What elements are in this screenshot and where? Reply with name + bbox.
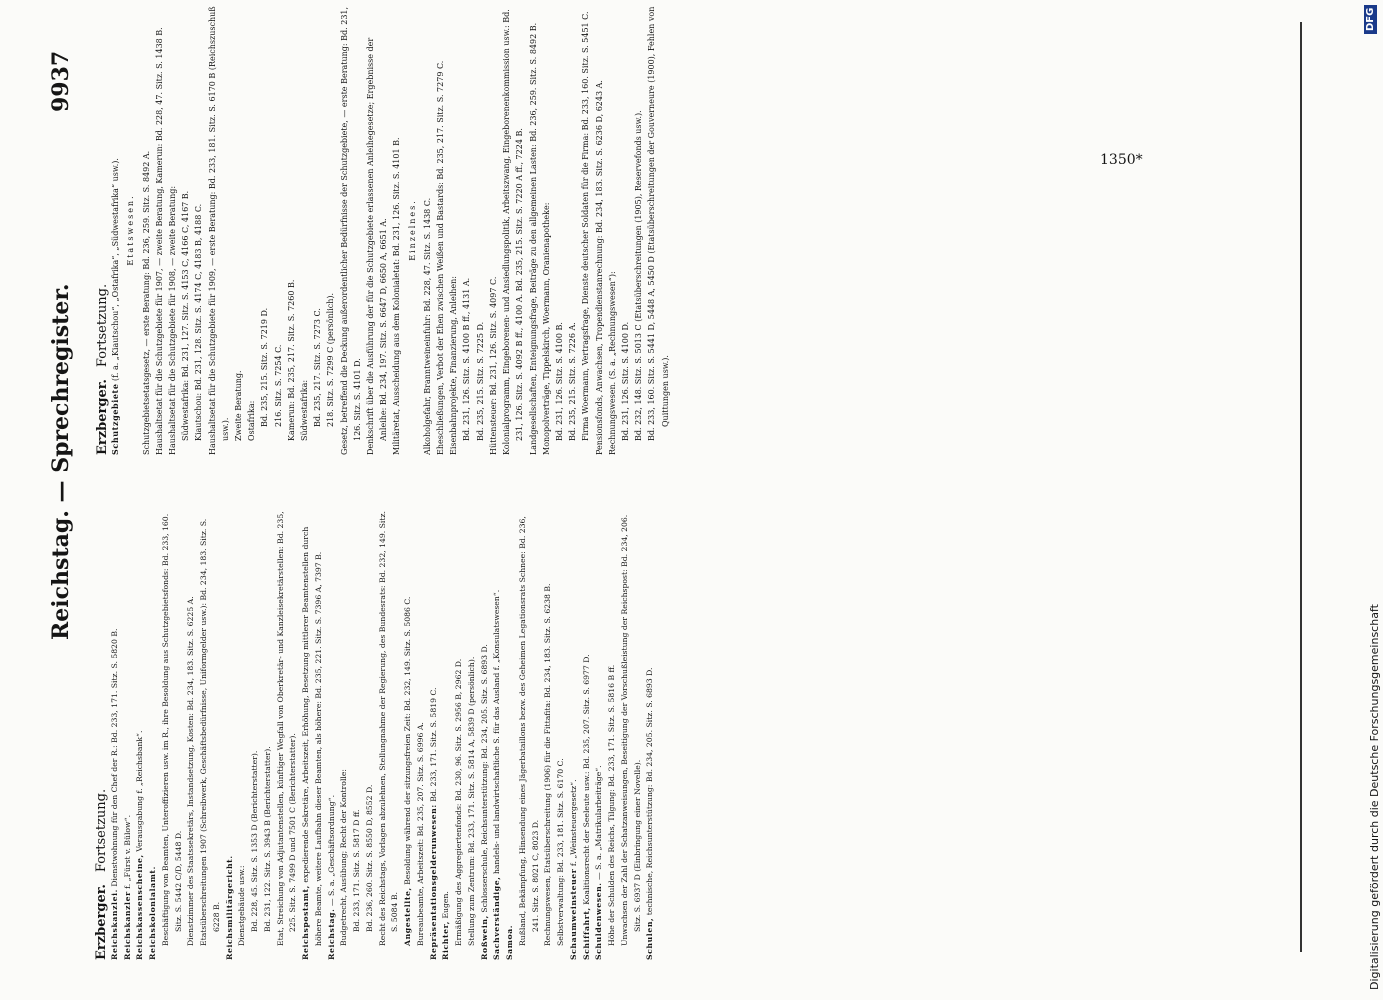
entry-text: Pensionsfonds, Anwachsen, Tropendienstanrechnung: Bd. 234, 183. Sitz. S. 6236 D, 6243 A. (594, 80, 604, 455)
index-entry (262, 510, 275, 960)
entry-keyword: Schulen, (645, 917, 655, 960)
entry-text: Ostafrika: (247, 400, 257, 441)
entry-text: Haushaltsetat für die Schutzgebiete für 1908, — zweite Beratung: (168, 185, 178, 455)
entry-text: Recht des Reichstags, Vorlagen abzulehnen, Stellungnahme der Regierung, des Bundesrats: Bd. 232, 149. Sitz. S. 5084 B. (377, 511, 400, 946)
index-entry (298, 5, 311, 455)
entry-keyword: Sachverständige, (492, 876, 502, 960)
entry-text: 218. Sitz. S. 7299 C (persönlich). (326, 292, 336, 427)
column-divider (1300, 22, 1302, 952)
entry-text: Bd. 235, 215. Sitz. S. 7219 D. (260, 307, 270, 427)
index-entry (185, 510, 198, 960)
index-entry (500, 5, 526, 455)
index-entry (300, 510, 326, 960)
entry-keyword: Schuldenwesen. (594, 882, 604, 960)
index-entry (153, 5, 166, 455)
index-entry (364, 510, 377, 960)
entry-text: Rußland, Bekämpfung, Hinsendung eines Jägerbataillons bezw. des Geheimen Legationsrats Schnee: Bd. 236, 241. Sitz. S. 8021 C, 8023 D. (517, 516, 540, 946)
entry-text: Firma Woermann, Vertragsfrage, Dienste deutscher Soldaten für die Firma: Bd. 233, 160. Sitz. S. 5451 C. (581, 11, 591, 441)
index-entry (324, 5, 337, 455)
entry-text: Beschäftigung von Beamten, Unteroffizieren usw. im R., ihre Besoldung aus Schutzgebietsfonds: Bd. 233, 160. Sitz. S. 5442 C/D, 5448 D. (160, 513, 183, 946)
entry-text: Einzelnes. (407, 199, 417, 261)
index-entry (351, 510, 364, 960)
entry-text: Eisenbahnprojekte, Finanzierung, Anleihen: (449, 276, 459, 455)
entry-text: Etat, Streichung von Adjutantenstellen, künftiger Wegfall von Oberkretär- und Kanzleisekretärstellen: Bd. 235, 225. Sitz. S. 7499 D und 7501 C (Berichterstatter). (275, 511, 298, 946)
index-entry (160, 510, 186, 960)
index-column-left (96, 510, 657, 960)
entry-text: Besoldung während der sitzungsfreien Zeit: Bd. 232, 149. Sitz. S. 5086 C. (403, 596, 412, 888)
entry-text: Bd. 231, 126. Sitz. S. 4100 B. (554, 322, 564, 441)
index-entry (474, 5, 487, 455)
index-entry (192, 5, 205, 455)
index-entry (236, 510, 249, 960)
entry-text: Bd. 231, 122. Sitz. S. 3943 B (Berichterstatter). (262, 746, 272, 932)
entry-text: Eheschließungen, Verbot der Ehen zwischen Weißen und Bastards: Bd. 235, 217. Sitz. S. 7279 C. (436, 60, 446, 455)
entry-text: Bd. 233, 160. Sitz. S. 5441 D, 5448 A, 5450 D (Etatsüberschreitungen der Gouverneure (1900), Fehlen von Quittungen usw.). (647, 6, 670, 441)
index-entry (249, 510, 262, 960)
entry-text: Militäretat, Ausscheidung aus dem Kolonialetat: Bd. 231, 126. Sitz. S. 4101 B. (392, 137, 402, 455)
index-entry (109, 510, 122, 960)
index-entry (179, 5, 192, 455)
entry-keyword: Reichspostamt, (301, 885, 310, 960)
running-title: Reichstag. — Sprechregister. (48, 283, 74, 640)
entry-text: Stellung zum Zentrum: Bd. 233, 171. Sitz. S. 5814 A, 5839 D (persönlich). (466, 656, 476, 946)
entry-text: Dienstgebäude usw.: (237, 865, 247, 946)
index-entry (232, 5, 245, 455)
index-entry (568, 510, 581, 960)
entry-text: handels- und landwirtschaftliche S. für das Ausland f. „Konsulatswesen“. (492, 589, 502, 877)
entry-text: Bureaubeamte, Arbeitszeit: Bd. 235, 207. Sitz. S. 6996 A. (415, 722, 425, 946)
entry-text: Rechnungswesen, Etatsüberschreitung (1906) für die Fittafita: Bd. 234, 183. Sitz. S. 6238 B. (543, 583, 553, 946)
index-entry (466, 510, 479, 960)
index-entry (593, 5, 606, 455)
entry-text: f. „Fürst v. Bülow“. (122, 814, 132, 892)
entry-text: Bd. 235, 215. Sitz. S. 7225 D. (475, 321, 485, 441)
entry-keyword: Richter, (441, 921, 451, 960)
index-entry (338, 510, 351, 960)
entry-keyword: Reichsmilitärgericht. (224, 855, 234, 960)
index-entry (364, 5, 390, 455)
index-entry (540, 5, 553, 455)
entry-text: technische, Reichsunterstützung: Bd. 234, 205. Sitz. S. 6893 D. (645, 667, 655, 918)
index-entry (206, 5, 232, 455)
entry-text: (f. a. „Kiautschou“, „Ostafrika“, „Südwestafrika“ usw.). (111, 158, 121, 384)
entry-text: Rechnungswesen. (S. a. „Rechnungswesen“): (607, 271, 617, 455)
entry-text: Gesetz, betreffend die Deckung außerordentlicher Bedürfnisse der Schutzgebiete, — erste Beratung: Bd. 231, 126. Sitz. S. 4101 D. (339, 6, 362, 455)
entry-text: Bd. 232, 148. Sitz. S. 5013 C (Etatsüberschreitungen (1905), Reservefonds usw.). (634, 110, 644, 441)
index-entry (645, 5, 671, 455)
entry-keyword: Reichskassenscheine, (135, 854, 145, 960)
entry-text: Haushaltsetat für die Schutzgebiete für 1907, — zweite Beratung, Kamerun: Bd. 228, 47. Sitz. S. 1438 B. (154, 27, 164, 455)
entry-text: Südwestafrika: (300, 379, 310, 441)
index-entry (579, 5, 592, 455)
entry-text: Etatswesen. (126, 194, 136, 266)
index-entry (134, 510, 147, 960)
entry-text: Ermäßigung des Aggregiertenfonds: Bd. 230, 96. Sitz. S. 2956 B, 2962 D. (454, 658, 463, 946)
dfg-logo: DFG (1364, 5, 1377, 34)
entry-keyword: Angestellte, (403, 887, 412, 946)
index-entry (428, 510, 441, 960)
index-entry (453, 510, 466, 960)
index-entry (390, 5, 403, 455)
index-entry (632, 5, 645, 455)
entry-keyword: Schaumweinsteuer (568, 868, 578, 960)
entry-text: Kiautschou: Bd. 231, 128. Sitz. S. 4174 C, 4183 B, 4188 C. (194, 203, 204, 441)
entry-text: Eugen. (441, 891, 451, 921)
index-entry (258, 5, 271, 455)
entry-text: Bd. 235, 215. Sitz. S. 7226 A. (568, 322, 578, 441)
index-entry (517, 510, 543, 960)
entry-text: Höhe der Schulden des Reichs, Tilgung: Bd. 233, 171. Sitz. S. 5816 B ff. (607, 664, 616, 946)
index-entry (606, 5, 619, 455)
index-entry (487, 5, 500, 455)
entry-keyword: Reichskanzler (122, 891, 132, 960)
entry-keyword: Reichskolonialamt. (148, 866, 157, 960)
entry-text: Budgetrecht, Ausübung; Recht der Kontrolle: (339, 769, 349, 946)
entry-keyword: Samoa. (505, 924, 514, 960)
index-entry (272, 5, 285, 455)
entry-keyword: Repräsentationsgelderunwesen: (428, 804, 438, 960)
index-entry (619, 510, 645, 960)
index-entry (415, 510, 428, 960)
index-entry (311, 5, 324, 455)
entry-text: Bd. 235, 217. Sitz. S. 7273 C. (313, 308, 323, 427)
index-entry (140, 5, 153, 455)
index-entry (644, 510, 657, 960)
entry-text: — S. a. „Matrikularbeiträge“. (594, 765, 604, 883)
index-entry (447, 5, 460, 455)
index-entry (440, 510, 453, 960)
entry-keyword: Schutzgebiete (110, 383, 121, 455)
entry-text: expedierende Sekretäre, Arbeitszeit, Erhöhung, Besetzung mittlerer Beamtenstellen durch höhere Beamte, weitere Laufbahn dieser Beamten, als höhere: Bd. 235, 221. Sitz. S. 7396 A, 7397 B. (301, 526, 323, 946)
entry-text: Hüttensteuer: Bd. 231, 126. Sitz. S. 4097 C. (488, 276, 498, 455)
digitization-notice: Digitalisierung gefördert durch die Deutsche Forschungsgemeinschaft (1368, 604, 1381, 990)
index-entry (224, 510, 237, 960)
entry-text: Etatsüberschreitungen 1907 (Schreibwerk, Geschäftsbedürfnisse, Uniformgelder usw.): Bd. 234, 183. Sitz. S. 6228 B. (199, 518, 221, 946)
index-entry (581, 510, 594, 960)
index-entry (553, 5, 566, 455)
entry-text: Kolonialprogramm, Eingeborenen- und Ansiedlungspolitik, Arbeitszwang, Eingeborenenkommission usw.: Bd. 231, 126. Sitz. S. 4092 B ff., 4100 A. Bd. 235, 215. Sitz. S. 7220 A ff., 7224 B. (502, 9, 525, 455)
index-entry (147, 510, 160, 960)
index-column-right (96, 5, 672, 455)
entry-text: Alkoholgefahr, Branntweineinfuhr: Bd. 228, 47. Sitz. S. 1438 C. (422, 197, 432, 455)
index-entry (619, 5, 632, 455)
entry-text: Koalitionsrecht der Seeleute usw.: Bd. 235, 207. Sitz. S. 6977 D. (581, 654, 591, 908)
entry-text: Schlosserschule, Reichsunterstützung: Bd. 234, 205. Sitz. S. 6893 D. (479, 644, 489, 916)
entry-text: Bd. 231, 126. Sitz. S. 4100 D. (620, 321, 630, 441)
index-entry (109, 5, 122, 455)
entry-text: — S. a. „Geschäftsordnung“. (326, 794, 336, 909)
entry-text: Bd. 236, 260. Sitz. S. 8550 D, 8552 D. (364, 784, 374, 932)
section-heading (124, 5, 137, 455)
entry-text: Dienstzimmer des Staatssekretärs, Instandsetzung, Kosten: Bd. 234, 183. Sitz. S. 6225 A. (186, 596, 196, 946)
entry-text: Unwachsen der Zahl der Schatzanweisungen, Beseitigung der Vorschußleistung der Reichspost: Bd. 234, 206. Sitz. S. 6937 D (Einbringung einer Novelle). (619, 514, 642, 946)
column-heading: Erzberger.Fortsetzung. (94, 788, 109, 960)
index-entry (504, 510, 517, 960)
entry-text: Verausgabung f. „Reichsbank“. (135, 730, 145, 855)
section-heading (406, 5, 419, 455)
index-entry (606, 510, 619, 960)
index-entry (338, 5, 364, 455)
entry-text: Selbstverwaltung: Bd. 233, 181. Sitz. S. 6170 C. (556, 758, 565, 946)
index-entry (527, 5, 540, 455)
entry-text: Bd. 228, 45. Sitz. S. 1353 D (Berichterstatter). (250, 750, 259, 932)
entry-text: Bd. 231, 126. Sitz. S. 4100 B ff., 4131 A. (462, 277, 472, 441)
index-entry (245, 5, 258, 455)
entry-keyword: Reichskanzlei. (109, 889, 119, 960)
index-entry (555, 510, 568, 960)
entry-text: Monopolverträge, Tippelskirch, Woermann, Oranienapotheke: (541, 202, 551, 455)
column-heading: Erzberger.Fortsetzung. (95, 283, 110, 455)
entry-text: Schutzgebietsetatsgesetz, — erste Beratung: Bd. 236, 259. Sitz. S. 8492 A. (141, 150, 151, 455)
page-number: 9937 (48, 50, 74, 112)
entry-text: Bd. 233, 171. Sitz. S. 5817 D ff. (352, 809, 361, 932)
entry-keyword: Schiffahrt, (581, 907, 591, 960)
footer-note: 1350* (1100, 152, 1143, 168)
index-entry (434, 5, 447, 455)
entry-keyword: Reichstag. (326, 908, 336, 960)
index-entry (542, 510, 555, 960)
index-entry (491, 510, 504, 960)
index-entry (198, 510, 224, 960)
entry-text: Bd. 233, 171. Sitz. S. 5819 C. (428, 687, 438, 805)
index-entry (377, 510, 403, 960)
entry-text: f. „Weinsteuergesetz“. (568, 779, 578, 869)
entry-text: Denkschrift über die Ausführung der für die Schutzgebiete erlassenen Anleihegesetze; Ergebnisse der Anleihe: Bd. 234, 197. Sitz. S. 6647 D, 6650 A, 6651 A. (366, 37, 389, 455)
index-entry (285, 5, 298, 455)
index-entry (460, 5, 473, 455)
index-entry (275, 510, 301, 960)
index-entry (402, 510, 415, 960)
entry-text: 216. Sitz. S. 7254 C. (273, 344, 283, 427)
index-entry (566, 5, 579, 455)
entry-text: Zweite Beratung. (234, 370, 244, 441)
entry-text: Südwestafrika: Bd. 231, 127. Sitz. S. 4153 C, 4166 C, 4167 B. (181, 190, 191, 441)
index-entry (479, 510, 492, 960)
entry-text: Haushaltsetat für die Schutzgebiete für 1909, — erste Beratung: Bd. 233, 181. Sitz. S. 6170 B (Reichszuschuß usw.). (207, 6, 230, 455)
entry-text: Dienstwohnung für den Chef der R.: Bd. 233, 171. Sitz. S. 5820 B. (109, 628, 119, 890)
index-entry (326, 510, 339, 960)
index-entry (421, 5, 434, 455)
entry-text: Landgesellschaften, Enteignungsfrage, Beiträge zu den allgemeinen Lasten: Bd. 236, 259. Sitz. S. 8492 B. (528, 22, 538, 455)
index-entry (122, 510, 135, 960)
index-entry (593, 510, 606, 960)
index-entry (166, 5, 179, 455)
entry-keyword: Roßwein, (479, 915, 489, 960)
entry-text: Kamerun: Bd. 235, 217. Sitz. S. 7260 B. (286, 279, 296, 441)
